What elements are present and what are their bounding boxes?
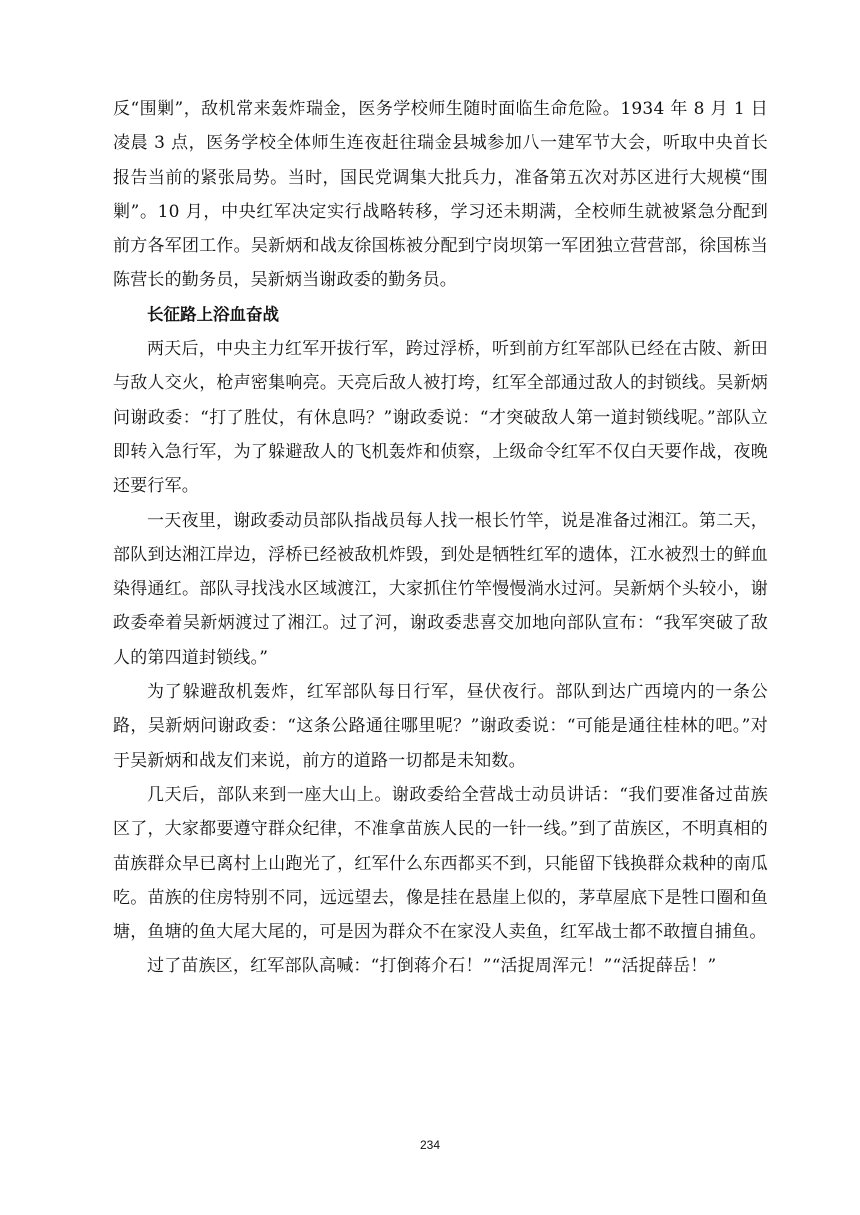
paragraph-march-start: 两天后，中央主力红军开拔行军，跨过浮桥，听到前方红军部队已经在古陂、新田与敌人交火，枪声密集响亮。天亮后敌人被打垮，红军全部通过敌人的封锁线。吴新炳问谢政委：“打了胜仗，有休息吗？”谢政委说：“才突破敌人第一道封锁线呢。”部队立即转入急行军，为了躲避敌人的飞机轰炸和侦察，上级命令红军不仅白天要作战，夜晚还要行军。	[113, 339, 768, 497]
document-body	[113, 92, 768, 984]
section-heading: 长征路上浴血奋战	[147, 304, 279, 324]
paragraph-intro: 反“围剿”，敌机常来轰炸瑞金，医务学校师生随时面临生命危险。1934 年 8 月 1 日凌晨 3 点，医务学校全体师生连夜赶往瑞金县城参加八一建军节大会，听取中央首长报告当前的紧张局势。当时，国民党调集大批兵力，准备第五次对苏区进行大规模“围剿”。10 月，中央红军决定实行战略转移，学习还未期满，全校师生就被紧急分配到前方各军团工作。吴新炳和战友徐国栋被分配到宁岗坝第一军团独立营营部，徐国栋当陈营长的勤务员，吴新炳当谢政委的勤务员。	[113, 99, 768, 291]
paragraph-slogans: 过了苗族区，红军部队高喊：“打倒蒋介石！”“活捉周浑元！”“活捉薛岳！”	[147, 956, 717, 977]
paragraph-xiang-river: 一天夜里，谢政委动员部队指战员每人找一根长竹竿，说是准备过湘江。第二天，部队到达湘江岸边，浮桥已经被敌机炸毁，到处是牺牲红军的遗体，江水被烈士的鲜血染得通红。部队寻找浅水区域渡江，大家抓住竹竿慢慢淌水过河。吴新炳个头较小，谢政委牵着吴新炳渡过了湘江。过了河，谢政委悲喜交加地向部队宣布：“我军突破了敌人的第四道封锁线。”	[113, 510, 768, 668]
paragraph-miao-region: 几天后，部队来到一座大山上。谢政委给全营战士动员讲话：“我们要准备过苗族区了，大家都要遵守群众纪律，不准拿苗族人民的一针一线。”到了苗族区，不明真相的苗族群众早已离村上山跑光了，红军什么东西都买不到，只能留下钱换群众栽种的南瓜吃。苗族的住房特别不同，远远望去，像是挂在悬崖上似的，茅草屋底下是牲口圈和鱼塘，鱼塘的鱼大尾大尾的，可是因为群众不在家没人卖鱼，红军战士都不敢擅自捕鱼。	[113, 784, 768, 943]
page-number: 234	[419, 1138, 441, 1152]
paragraph-guangxi-road: 为了躲避敌机轰炸，红军部队每日行军，昼伏夜行。部队到达广西境内的一条公路，吴新炳问谢政委：“这条公路通往哪里呢？”谢政委说：“可能是通往桂林的吧。”对于吴新炳和战友们来说，前方的道路一切都是未知数。	[113, 682, 768, 771]
